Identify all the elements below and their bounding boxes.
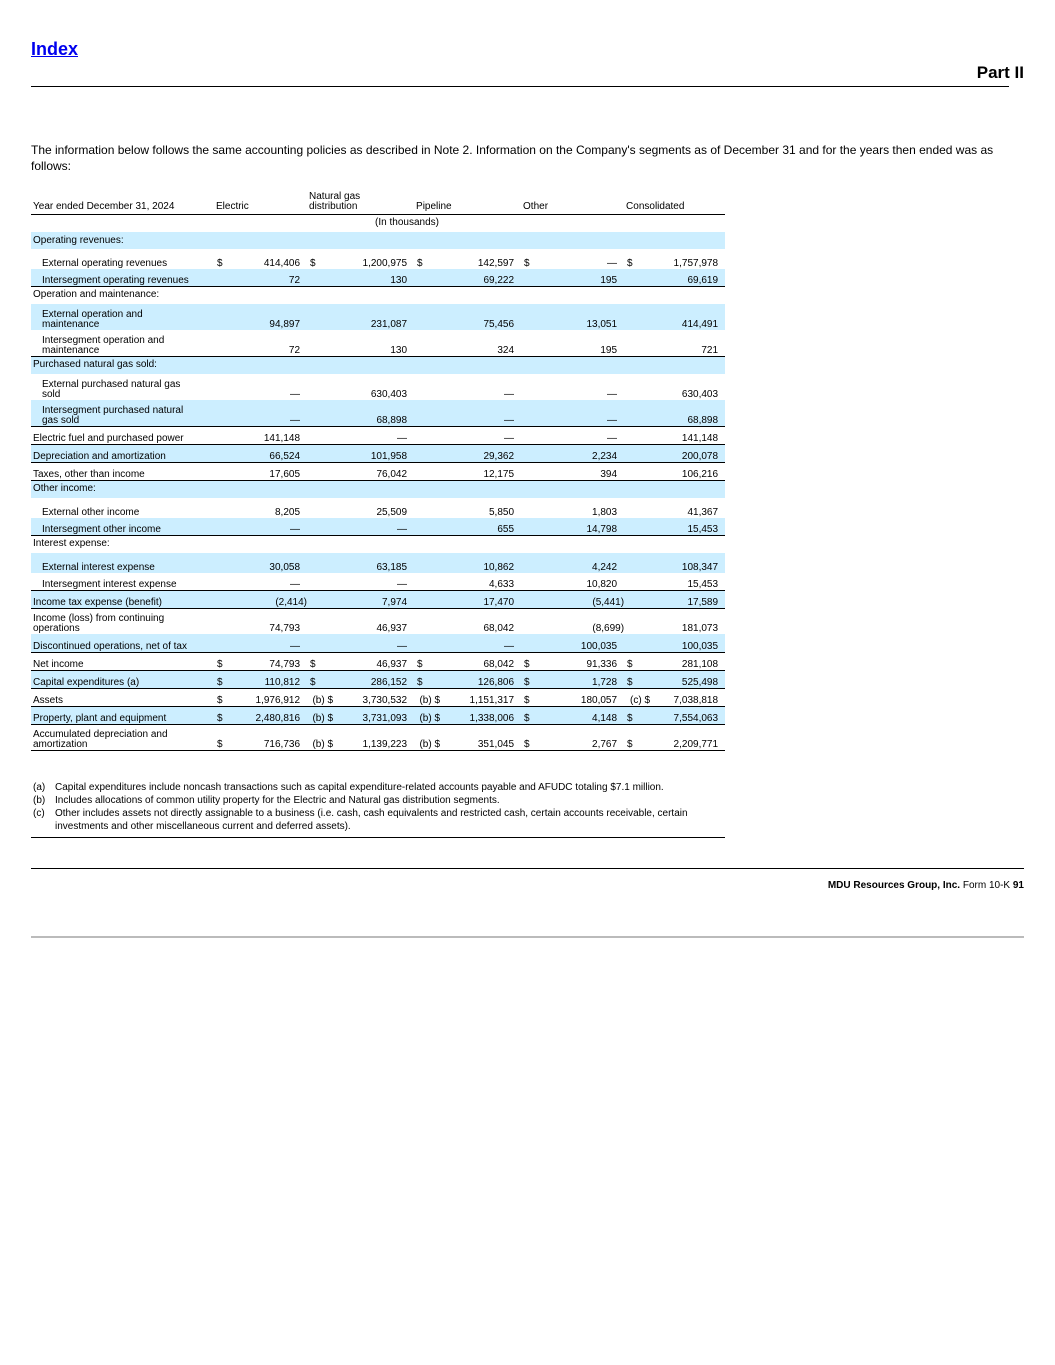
footnotes	[31, 781, 725, 838]
cell-pipeline: 75,456	[442, 304, 521, 330]
cell-consolidated: 1,757,978	[673, 258, 719, 269]
cell-electric: —	[290, 389, 301, 400]
cell-pipeline: —	[442, 400, 521, 426]
cell-other: 2,767	[549, 724, 624, 750]
currency-symbol: $	[417, 258, 423, 269]
cell-other: 2,234	[549, 444, 624, 462]
cell-other: (8,699)	[549, 608, 624, 634]
cell-consolidated: 15,453	[652, 518, 725, 535]
cell-electric: 72	[288, 344, 301, 356]
row-label: Property, plant and equipment	[31, 706, 214, 724]
cell-gas: 7,974	[335, 590, 414, 608]
table-row	[31, 304, 725, 330]
cell-consolidated: 69,619	[652, 269, 725, 286]
currency-symbol: $	[217, 258, 223, 269]
section-row	[31, 535, 725, 553]
cell-consolidated: 281,108	[652, 652, 725, 670]
cell-electric: 141,148	[228, 426, 307, 444]
intro-paragraph: The information below follows the same accounting policies as described in Note 2. Information on the Company's segments as of December 31 and for the years then ended was as follows:	[31, 143, 994, 173]
col-header-natural-gas: Natural gas distribution	[307, 186, 414, 214]
table-row	[31, 573, 725, 590]
cell-electric: 110,812	[228, 670, 307, 688]
cell-electric: 74,793	[228, 608, 307, 634]
cell-pipeline: 68,042	[442, 652, 521, 670]
col-header-other: Other	[521, 186, 624, 214]
cell-gas: 101,958	[335, 444, 414, 462]
cell-other: 14,798	[549, 518, 624, 535]
cell-other: 91,336	[549, 652, 624, 670]
table-row	[31, 498, 725, 518]
cell-pipeline: 324	[497, 344, 515, 356]
row-label: External interest expense	[31, 553, 214, 573]
row-label: Net income	[31, 652, 214, 670]
table-row	[31, 590, 725, 608]
cell-other: 1,728	[549, 670, 624, 688]
cell-other: 4,242	[549, 553, 624, 573]
cell-electric: 716,736	[228, 724, 307, 750]
table-row	[31, 670, 725, 688]
section-row	[31, 232, 725, 249]
cell-electric: 2,480,816	[228, 706, 307, 724]
table-row	[31, 269, 725, 286]
cell-gas: 68,898	[335, 400, 414, 426]
section-label: Purchased natural gas sold:	[31, 356, 725, 374]
table-row	[31, 400, 725, 426]
cell-electric: 8,205	[274, 507, 301, 518]
cell-other: —	[549, 400, 624, 426]
row-label: Intersegment other income	[31, 518, 214, 535]
cell-electric: —	[228, 518, 307, 535]
cell-gas: 130	[335, 269, 414, 286]
footer-company: MDU Resources Group, Inc.	[827, 880, 961, 891]
cell-pipeline: 351,045	[442, 724, 521, 750]
row-label: Intersegment purchased natural gas sold	[31, 400, 214, 426]
cell-other: —	[607, 258, 618, 269]
col-header-consolidated: Consolidated	[624, 186, 725, 214]
cell-pipeline: 12,175	[442, 462, 521, 480]
cell-consolidated: 181,073	[652, 608, 725, 634]
units-label: (In thousands)	[375, 217, 439, 229]
index-link[interactable]: Index	[31, 39, 79, 59]
cell-gas: 3,730,532	[335, 688, 414, 706]
row-label: Intersegment interest expense	[42, 578, 177, 590]
page-footer	[828, 880, 1024, 891]
currency-symbol: $	[624, 652, 652, 670]
cell-gas: 1,200,975	[362, 258, 408, 269]
row-label: Accumulated depreciation and amortization	[31, 724, 214, 750]
cell-pipeline: 69,222	[442, 269, 521, 286]
cell-gas: 1,139,223	[335, 724, 414, 750]
currency-symbol: $	[624, 706, 652, 724]
currency-symbol: $	[624, 670, 652, 688]
table-row	[31, 444, 725, 462]
row-label: Discontinued operations, net of tax	[31, 634, 214, 652]
table-row	[31, 652, 725, 670]
cell-electric: 66,524	[228, 444, 307, 462]
currency-symbol: $	[214, 688, 228, 706]
cell-consolidated: 68,898	[652, 400, 725, 426]
currency-symbol: $	[624, 724, 652, 750]
currency-symbol: $	[521, 724, 549, 750]
cell-pipeline: 68,042	[442, 608, 521, 634]
cell-consolidated: 41,367	[687, 507, 719, 518]
cell-pipeline: 126,806	[442, 670, 521, 688]
cell-consolidated: 2,209,771	[652, 724, 725, 750]
cell-consolidated: 630,403	[681, 389, 719, 400]
row-label: Capital expenditures (a)	[31, 670, 214, 688]
cell-other: 13,051	[549, 304, 624, 330]
part-heading: Part II	[976, 63, 1024, 82]
cell-gas: 630,403	[370, 389, 408, 400]
row-label: External purchased natural gas sold	[42, 379, 181, 400]
currency-symbol: $	[307, 670, 335, 688]
cell-consolidated: 721	[701, 344, 719, 356]
col-header-pipeline: Pipeline	[414, 186, 521, 214]
currency-symbol: $	[214, 706, 228, 724]
cell-pipeline: 142,597	[477, 258, 515, 269]
cell-electric: —	[228, 400, 307, 426]
footnote-marker: (b) $	[414, 724, 442, 750]
cell-other: —	[549, 426, 624, 444]
footnote-marker: (b) $	[307, 724, 335, 750]
cell-consolidated: 525,498	[652, 670, 725, 688]
currency-symbol: $	[414, 670, 442, 688]
cell-other: 195	[600, 344, 618, 356]
currency-symbol: $	[521, 706, 549, 724]
currency-symbol: $	[627, 258, 633, 269]
cell-consolidated: 414,491	[652, 304, 725, 330]
currency-symbol: $	[521, 652, 549, 670]
cell-consolidated: 106,216	[652, 462, 725, 480]
cell-pipeline: 1,338,006	[442, 706, 521, 724]
units-row	[31, 214, 725, 232]
table-row	[31, 426, 725, 444]
footnote-marker: (b) $	[307, 706, 335, 724]
section-label: Other income:	[31, 480, 725, 498]
table-row	[31, 724, 725, 750]
cell-electric: 94,897	[228, 304, 307, 330]
cell-gas: —	[335, 634, 414, 652]
table-row	[31, 330, 725, 356]
cell-electric: —	[228, 634, 307, 652]
currency-symbol: $	[414, 652, 442, 670]
cell-consolidated: 100,035	[652, 634, 725, 652]
cell-gas: 63,185	[335, 553, 414, 573]
cell-other: 100,035	[549, 634, 624, 652]
cell-consolidated: 15,453	[687, 578, 719, 590]
cell-electric: —	[290, 578, 301, 590]
footnote-c: (c) Other includes assets not directly assignable to a business (i.e. cash, cash equivalents and restricted cash, certain accounts receivable, certain investments and other miscellaneous current and deferred assets).	[33, 808, 688, 832]
row-label: Electric fuel and purchased power	[31, 426, 214, 444]
header-divider	[31, 86, 1009, 87]
cell-other: 4,148	[549, 706, 624, 724]
cell-gas: —	[335, 426, 414, 444]
section-label: Interest expense:	[31, 535, 725, 553]
cell-other: 10,820	[586, 578, 618, 590]
footnote-marker: (b) $	[307, 688, 335, 706]
table-row	[31, 249, 725, 269]
cell-other: —	[607, 389, 618, 400]
footnote-marker: (b) $	[414, 688, 442, 706]
cell-gas: 46,937	[335, 608, 414, 634]
cell-electric: 17,605	[228, 462, 307, 480]
section-row	[31, 480, 725, 498]
cell-pipeline: —	[504, 389, 515, 400]
footnote-marker: (b) $	[414, 706, 442, 724]
cell-consolidated: 200,078	[652, 444, 725, 462]
cell-electric: 414,406	[263, 258, 301, 269]
section-label: Operating revenues:	[31, 232, 725, 249]
row-label: Intersegment operation and maintenance	[42, 334, 165, 356]
cell-electric: (2,414)	[228, 590, 307, 608]
currency-symbol: $	[214, 724, 228, 750]
cell-pipeline: 17,470	[442, 590, 521, 608]
cell-electric: 74,793	[228, 652, 307, 670]
page-break-divider	[31, 936, 1024, 938]
table-row	[31, 688, 725, 706]
cell-consolidated: 7,554,063	[652, 706, 725, 724]
section-row	[31, 356, 725, 374]
row-label: Income tax expense (benefit)	[31, 590, 214, 608]
cell-other: 195	[549, 269, 624, 286]
row-label: External operating revenues	[42, 258, 168, 269]
cell-gas: 76,042	[335, 462, 414, 480]
table-row	[31, 518, 725, 535]
table-header-row	[31, 186, 725, 214]
table-row	[31, 634, 725, 652]
segment-table	[31, 186, 725, 751]
cell-gas: —	[335, 518, 414, 535]
row-label: External operation and maintenance	[31, 304, 214, 330]
cell-electric: 30,058	[228, 553, 307, 573]
cell-pipeline: 4,633	[489, 578, 515, 590]
currency-symbol: $	[310, 258, 316, 269]
currency-symbol: $	[521, 670, 549, 688]
cell-electric: 72	[228, 269, 307, 286]
footer-form: Form 10-K	[962, 880, 1011, 891]
cell-consolidated: 7,038,818	[652, 688, 725, 706]
footnote-b: (b) Includes allocations of common utility property for the Electric and Natural gas distribution segments.	[33, 795, 500, 806]
footnote-marker: (c) $	[624, 688, 652, 706]
cell-other: 1,803	[592, 507, 618, 518]
table-row	[31, 374, 725, 400]
currency-symbol: $	[524, 258, 530, 269]
currency-symbol: $	[307, 652, 335, 670]
cell-gas: 46,937	[335, 652, 414, 670]
row-label: Depreciation and amortization	[31, 444, 214, 462]
cell-gas: —	[397, 578, 408, 590]
cell-pipeline: 655	[442, 518, 521, 535]
cell-gas: 25,509	[376, 507, 408, 518]
currency-symbol: $	[521, 688, 549, 706]
cell-pipeline: —	[442, 634, 521, 652]
cell-pipeline: 29,362	[442, 444, 521, 462]
page-number: 91	[1012, 880, 1024, 891]
row-label: Taxes, other than income	[31, 462, 214, 480]
cell-gas: 231,087	[335, 304, 414, 330]
cell-other: (5,441)	[549, 590, 624, 608]
cell-consolidated: 17,589	[652, 590, 725, 608]
cell-pipeline: 1,151,317	[442, 688, 521, 706]
cell-pipeline: 5,850	[489, 507, 515, 518]
table-row	[31, 706, 725, 724]
row-label: Income (loss) from continuing operations	[31, 608, 214, 634]
cell-gas: 3,731,093	[335, 706, 414, 724]
footer-divider	[31, 868, 1024, 869]
cell-consolidated: 108,347	[652, 553, 725, 573]
table-row	[31, 462, 725, 480]
currency-symbol: $	[214, 670, 228, 688]
col-header-electric: Electric	[214, 186, 307, 214]
footnote-a: (a) Capital expenditures include noncash transactions such as capital expenditure-related accounts payable and AFUDC totaling $7.1 million.	[33, 782, 664, 793]
cell-other: 394	[549, 462, 624, 480]
cell-gas: 130	[390, 344, 408, 356]
section-row	[31, 286, 725, 304]
cell-consolidated: 141,148	[652, 426, 725, 444]
cell-gas: 286,152	[335, 670, 414, 688]
currency-symbol: $	[214, 652, 228, 670]
row-label: Intersegment operating revenues	[31, 269, 214, 286]
row-label: External other income	[42, 507, 140, 518]
table-row	[31, 608, 725, 634]
cell-pipeline: —	[442, 426, 521, 444]
table-row	[31, 553, 725, 573]
section-label: Operation and maintenance:	[31, 286, 725, 304]
cell-other: 180,057	[549, 688, 624, 706]
row-label: Assets	[31, 688, 214, 706]
cell-pipeline: 10,862	[442, 553, 521, 573]
cell-electric: 1,976,912	[228, 688, 307, 706]
col-header-year: Year ended December 31, 2024	[31, 186, 214, 214]
